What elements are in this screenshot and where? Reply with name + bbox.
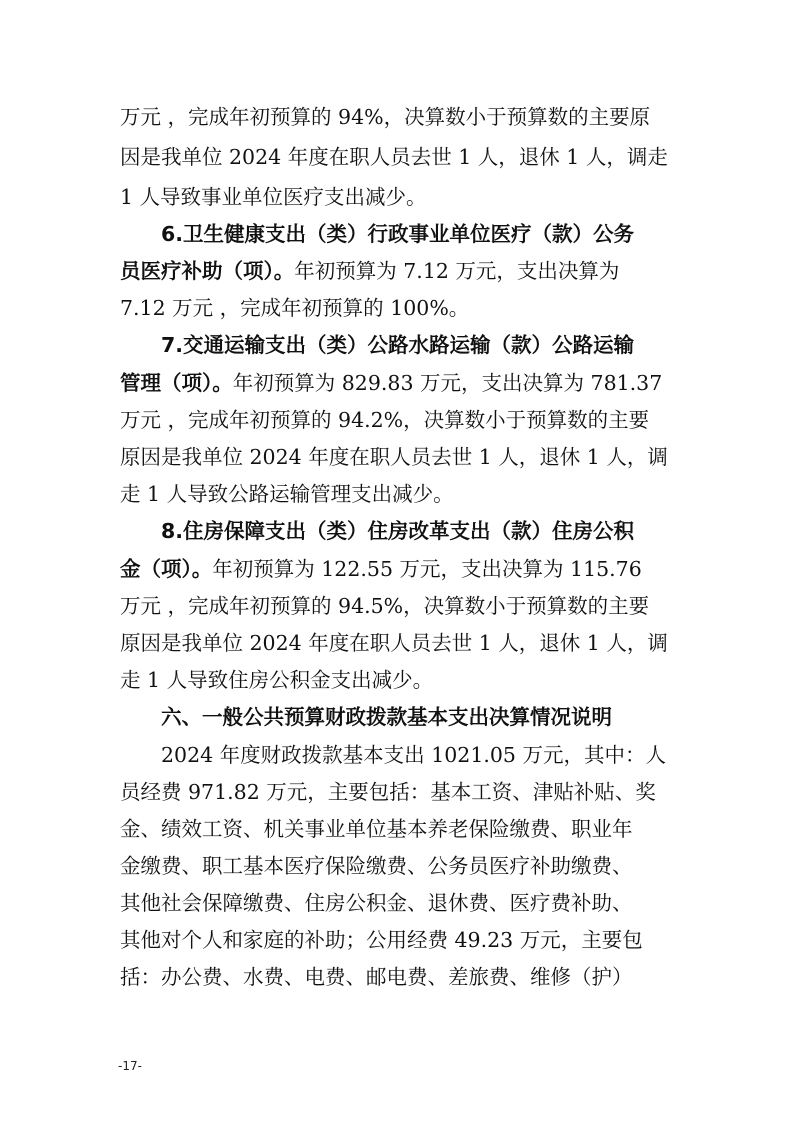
text-line-20: 金、绩效工资、机关事业单位基本养老保险缴费、职业年 [120, 817, 633, 841]
text-line-14: 万元 ，完成年初预算的 94.5%，决算数小于预算数的主要 [120, 594, 650, 618]
text-line-15: 原因是我单位 2024 年度在职人员去世 1 人，退休 1 人，调 [120, 631, 668, 655]
text-line-8: 管理（项）。年初预算为 829.83 万元，支出决算为 781.37 [120, 371, 663, 395]
text-line-18: 2024 年度财政拨款基本支出 1021.05 万元，其中：人 [161, 743, 666, 767]
text-line-3: 1 人导致事业单位医疗支出减少。 [120, 185, 427, 209]
text-line-19: 员经费 971.82 万元，主要包括：基本工资、津贴补贴、奖 [120, 780, 656, 804]
section-heading-6: 六、一般公共预算财政拨款基本支出决算情况说明 [161, 705, 612, 729]
heading-item-6: 6.卫生健康支出（类）行政事业单位医疗（款）公务 [161, 222, 635, 246]
page-number: -17- [118, 1059, 142, 1073]
text-line-13: 金（项）。年初预算为 122.55 万元，支出决算为 115.76 [120, 557, 642, 581]
text-line-10: 原因是我单位 2024 年度在职人员去世 1 人，退休 1 人，调 [120, 445, 668, 469]
text-line-21: 金缴费、职工基本医疗保险缴费、公务员医疗补助缴费、 [120, 854, 633, 878]
text-line-6: 7.12 万元 ，完成年初预算的 100%。 [120, 296, 470, 320]
text-line-1: 万元 ，完成年初预算的 94%，决算数小于预算数的主要原 [120, 105, 651, 129]
text-line-5: 员医疗补助（项）。年初预算为 7.12 万元，支出决算为 [120, 259, 620, 283]
text-line-16: 走 1 人导致住房公积金支出减少。 [120, 668, 434, 692]
text-line-23: 其他对个人和家庭的补助；公用经费 49.23 万元，主要包 [120, 928, 643, 952]
heading-item-8: 8.住房保障支出（类）住房改革支出（款）住房公积 [161, 519, 635, 543]
text-line-9: 万元 ，完成年初预算的 94.2%，决算数小于预算数的主要 [120, 408, 650, 432]
text-line-24: 括：办公费、水费、电费、邮电费、差旅费、维修（护） [120, 965, 633, 989]
text-line-22: 其他社会保障缴费、住房公积金、退休费、医疗费补助、 [120, 891, 633, 915]
text-line-11: 走 1 人导致公路运输管理支出减少。 [120, 482, 454, 506]
text-line-2: 因是我单位 2024 年度在职人员去世 1 人，退休 1 人，调走 [120, 145, 668, 169]
heading-item-7: 7.交通运输支出（类）公路水路运输（款）公路运输 [161, 333, 635, 357]
